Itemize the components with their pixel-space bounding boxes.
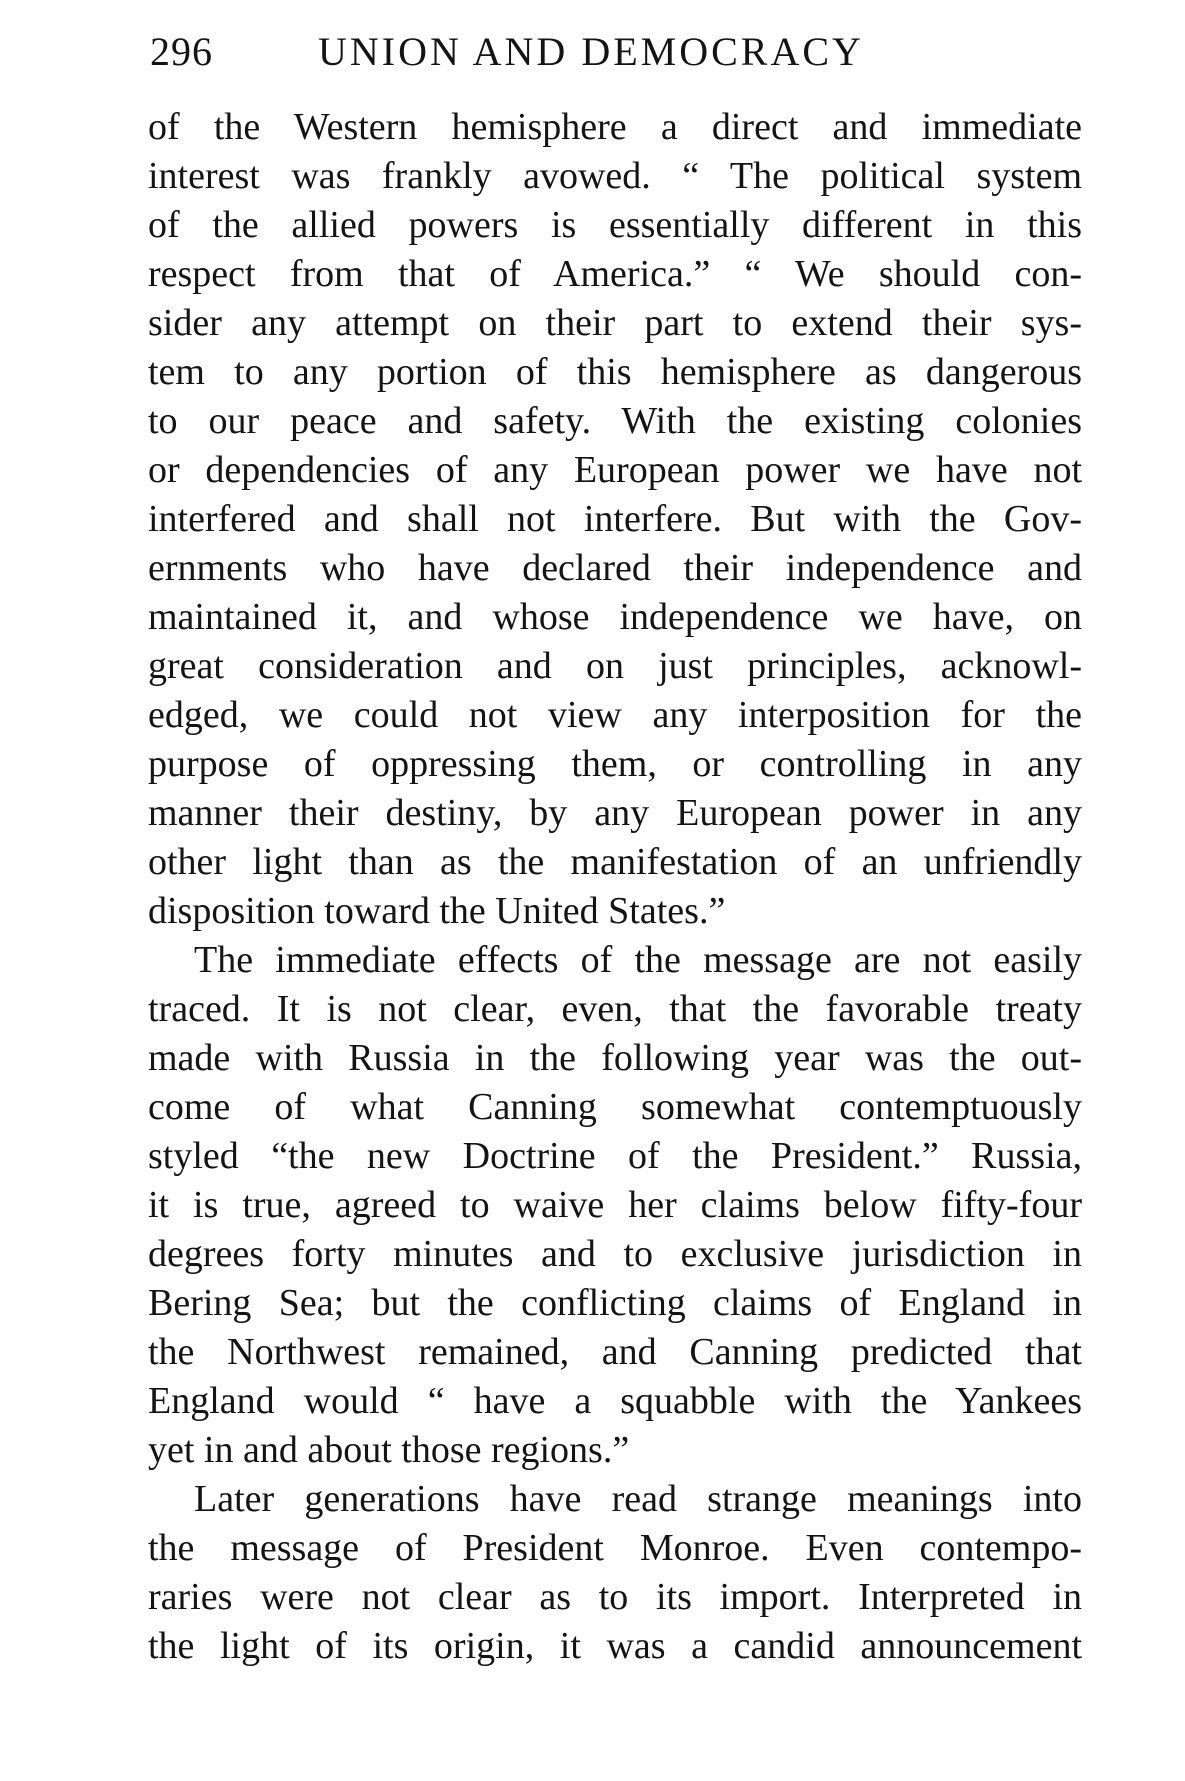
paragraph bbox=[148, 1475, 1082, 1671]
text-line: or dependencies of any European power we have not bbox=[148, 449, 1082, 491]
text-line: The immediate effects of the message are not easily bbox=[194, 939, 1082, 981]
text-line: purpose of oppressing them, or controlling in any bbox=[148, 743, 1082, 785]
text-line: the message of President Monroe. Even contempo- bbox=[148, 1527, 1082, 1569]
text-line: manner their destiny, by any European power in any bbox=[148, 792, 1082, 834]
text-line: sider any attempt on their part to extend their sys- bbox=[148, 302, 1082, 344]
text-line: edged, we could not view any interposition for the bbox=[148, 694, 1082, 736]
page-header bbox=[150, 26, 1080, 86]
text-line: raries were not clear as to its import. Interpreted in bbox=[148, 1576, 1082, 1618]
text-line: other light than as the manifestation of an unfriendly bbox=[148, 841, 1082, 883]
text-line: the light of its origin, it was a candid announcement bbox=[148, 1625, 1082, 1667]
text-line: ernments who have declared their independence and bbox=[148, 547, 1082, 589]
text-line: come of what Canning somewhat contemptuously bbox=[148, 1086, 1082, 1128]
text-line: the Northwest remained, and Canning predicted that bbox=[148, 1331, 1082, 1373]
page-number: 296 bbox=[150, 29, 213, 74]
paragraph bbox=[148, 103, 1082, 936]
text-line: of the allied powers is essentially different in this bbox=[148, 204, 1082, 246]
text-line: disposition toward the United States.” bbox=[148, 890, 726, 932]
text-line: interfered and shall not interfere. But with the Gov- bbox=[148, 498, 1082, 540]
text-line: yet in and about those regions.” bbox=[148, 1429, 630, 1471]
text-line: great consideration and on just principles, acknowl- bbox=[148, 645, 1082, 687]
running-head: UNION AND DEMOCRACY bbox=[318, 29, 864, 74]
body-text bbox=[148, 103, 1082, 1671]
text-line: of the Western hemisphere a direct and immediate bbox=[148, 106, 1082, 148]
text-line: Bering Sea; but the conflicting claims of England in bbox=[148, 1282, 1082, 1324]
text-line: Later generations have read strange meanings into bbox=[194, 1478, 1082, 1520]
text-line: made with Russia in the following year was the out- bbox=[148, 1037, 1082, 1079]
text-line: styled “the new Doctrine of the President.” Russia, bbox=[148, 1135, 1082, 1177]
text-line: interest was frankly avowed. “ The political system bbox=[148, 155, 1082, 197]
text-line: maintained it, and whose independence we have, on bbox=[148, 596, 1082, 638]
text-line: England would “ have a squabble with the Yankees bbox=[148, 1380, 1082, 1422]
text-line: to our peace and safety. With the existing colonies bbox=[148, 400, 1082, 442]
text-line: respect from that of America.” “ We should con- bbox=[148, 253, 1082, 295]
text-line: degrees forty minutes and to exclusive jurisdiction in bbox=[148, 1233, 1082, 1275]
paragraph bbox=[148, 936, 1082, 1475]
text-line: it is true, agreed to waive her claims below fifty-four bbox=[148, 1184, 1082, 1226]
text-line: traced. It is not clear, even, that the favorable treaty bbox=[148, 988, 1082, 1030]
text-line: tem to any portion of this hemisphere as dangerous bbox=[148, 351, 1082, 393]
